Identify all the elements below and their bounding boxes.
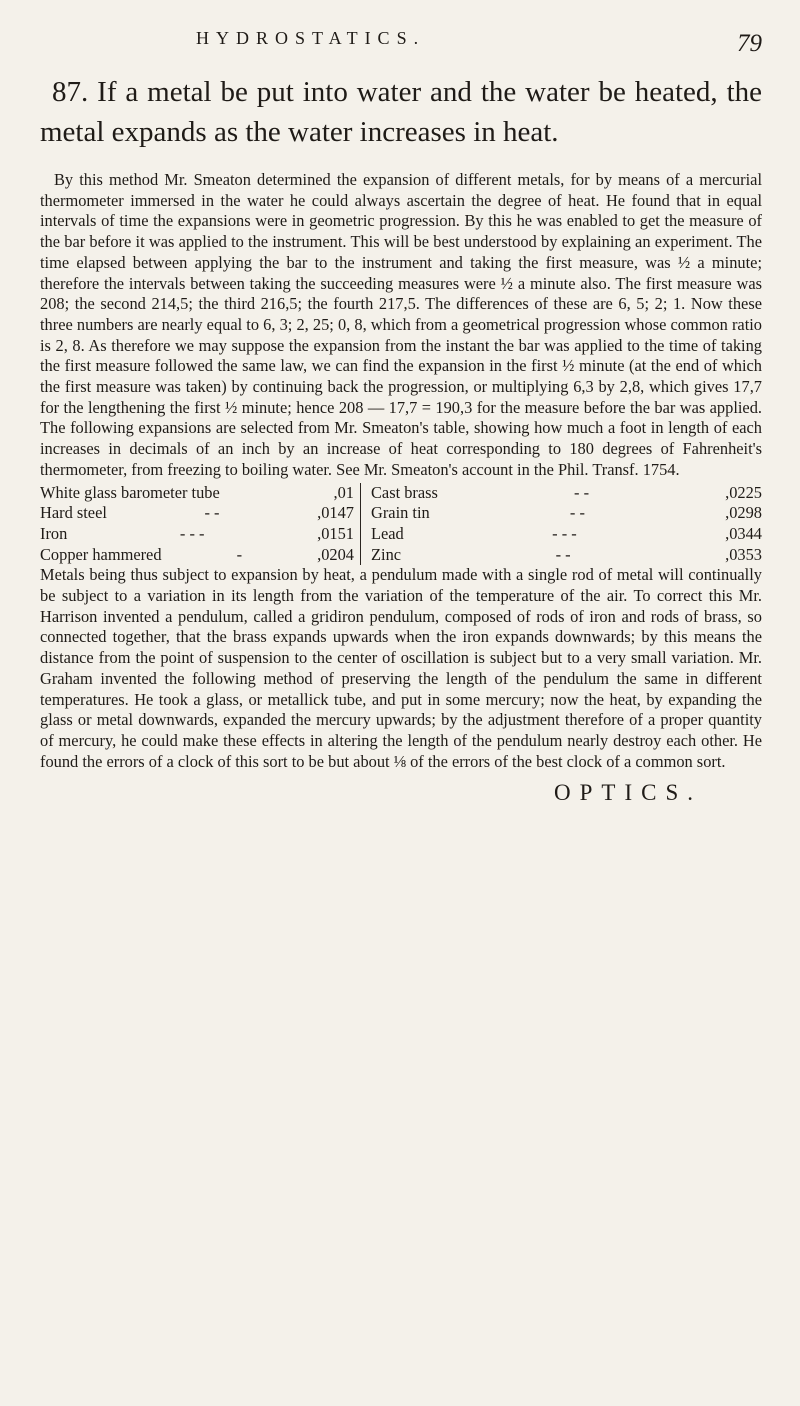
table-row — [40, 545, 354, 566]
expansion-value: ,0344 — [725, 523, 762, 543]
body-paragraph: By this method Mr. Smeaton determined the expansion of different metals, for by means of a mercurial thermometer immersed in the water he could always ascertain the degree of heat. He found that in equal intervals of time the expansions were in geometric progression. By this he was enabled to get the measure of the bar before it was applied to the instrument. This will be best understood by explaining an experiment. The time elapsed between applying the bar to the instrument and taking the first measure, was ½ a minute; therefore the intervals between taking the succeeding measures were ½ a minute also. The first measure was 208; the second 214,5; the third 216,5; the fourth 217,5. The differences of these are 6, 5; 2; 1. Now these three numbers are nearly equal to 6, 3; 2, 25; 0, 8, which from a geometrical progression whose common ratio is 2, 8. As therefore we may suppose the expansion from the instant the bar was applied to the time of taking the first measure followed the same law, we can find the expansion in the first ½ minute (at the end of which the first measure was taken) by continuing back the progression, or multiplying 6,3 by 2,8, which gives 17,7 for the lengthening the first ½ minute; hence 208 — 17,7 = 190,3 for the measure before the bar was applied. The following expansions are selected from Mr. Smeaton's table, showing how much a foot in length of each increases in decimals of an inch by an increase of heat corresponding to 180 degrees of Fahrenheit's thermometer, from freezing to boiling water. See Mr. Smeaton's account in the Phil. Transf. 1754. — [40, 170, 762, 479]
leader-dots: - — [236, 544, 243, 564]
expansion-value: ,0298 — [725, 503, 762, 523]
material-name: White glass barometer tube — [40, 482, 220, 502]
table-row — [371, 524, 762, 545]
expansion-value: ,0204 — [317, 544, 354, 564]
material-name: Iron — [40, 523, 68, 543]
running-head: HYDROSTATICS. — [196, 28, 426, 48]
material-name: Hard steel — [40, 503, 107, 523]
table-row — [371, 483, 762, 504]
expansion-value: ,01 — [333, 482, 354, 502]
leader-dots — [220, 483, 334, 504]
expansion-value: ,0225 — [725, 482, 762, 502]
leader-dots: - - — [569, 503, 585, 523]
table-row — [40, 483, 354, 504]
page-number: 79 — [737, 30, 762, 57]
leader-dots: - - - — [179, 523, 205, 543]
table-row — [40, 524, 354, 545]
expansion-value: ,0353 — [725, 544, 762, 564]
table-row — [371, 545, 762, 566]
expansion-table — [40, 483, 762, 566]
material-name: Cast brass — [371, 482, 438, 502]
section-heading: 87. If a metal be put into water and the water be heated, the metal expands as the water increases in heat. — [40, 76, 762, 148]
leader-dots: - - — [574, 482, 590, 502]
leader-dots: - - — [204, 503, 220, 523]
table-row — [371, 503, 762, 524]
leader-dots: - - - — [552, 523, 577, 543]
material-name: Lead — [371, 523, 404, 543]
table-row — [40, 503, 354, 524]
expansion-table-right-column — [361, 483, 762, 566]
expansion-value: ,0147 — [317, 503, 354, 523]
expansion-table-left-column — [40, 483, 361, 566]
expansion-value: ,0151 — [317, 523, 354, 543]
material-name: Grain tin — [371, 503, 430, 523]
book-page — [40, 22, 762, 806]
next-section-heading: OPTICS. — [554, 780, 702, 806]
body-paragraph: Metals being thus subject to expansion by heat, a pendulum made with a single rod of metal will continually be subject to a variation in its length from the variation of the temperature of the air. To correct this Mr. Harrison invented a pendulum, called a gridiron pendulum, composed of rods of iron and rods of brass, so connected together, that the brass expands upwards when the iron expands downwards; by this means the distance from the point of suspension to the center of oscillation is subject but to a very small variation. Mr. Graham invented the following method of preserving the length of the pendulum the same in different temperatures. He took a glass, or metallick tube, and put in some mercury; now the heat, by expanding the glass or metal downwards, expanded the mercury upwards; by the adjustment therefore of a proper quantity of mercury, he could make these effects in altering the length of the pendulum nearly destroy each other. He found the errors of a clock of this sort to be but about ⅛ of the errors of the best clock of a common sort. — [40, 565, 762, 771]
material-name: Zinc — [371, 544, 402, 564]
material-name: Copper hammered — [40, 544, 162, 564]
page-header — [40, 22, 762, 62]
leader-dots: - - — [555, 544, 571, 564]
